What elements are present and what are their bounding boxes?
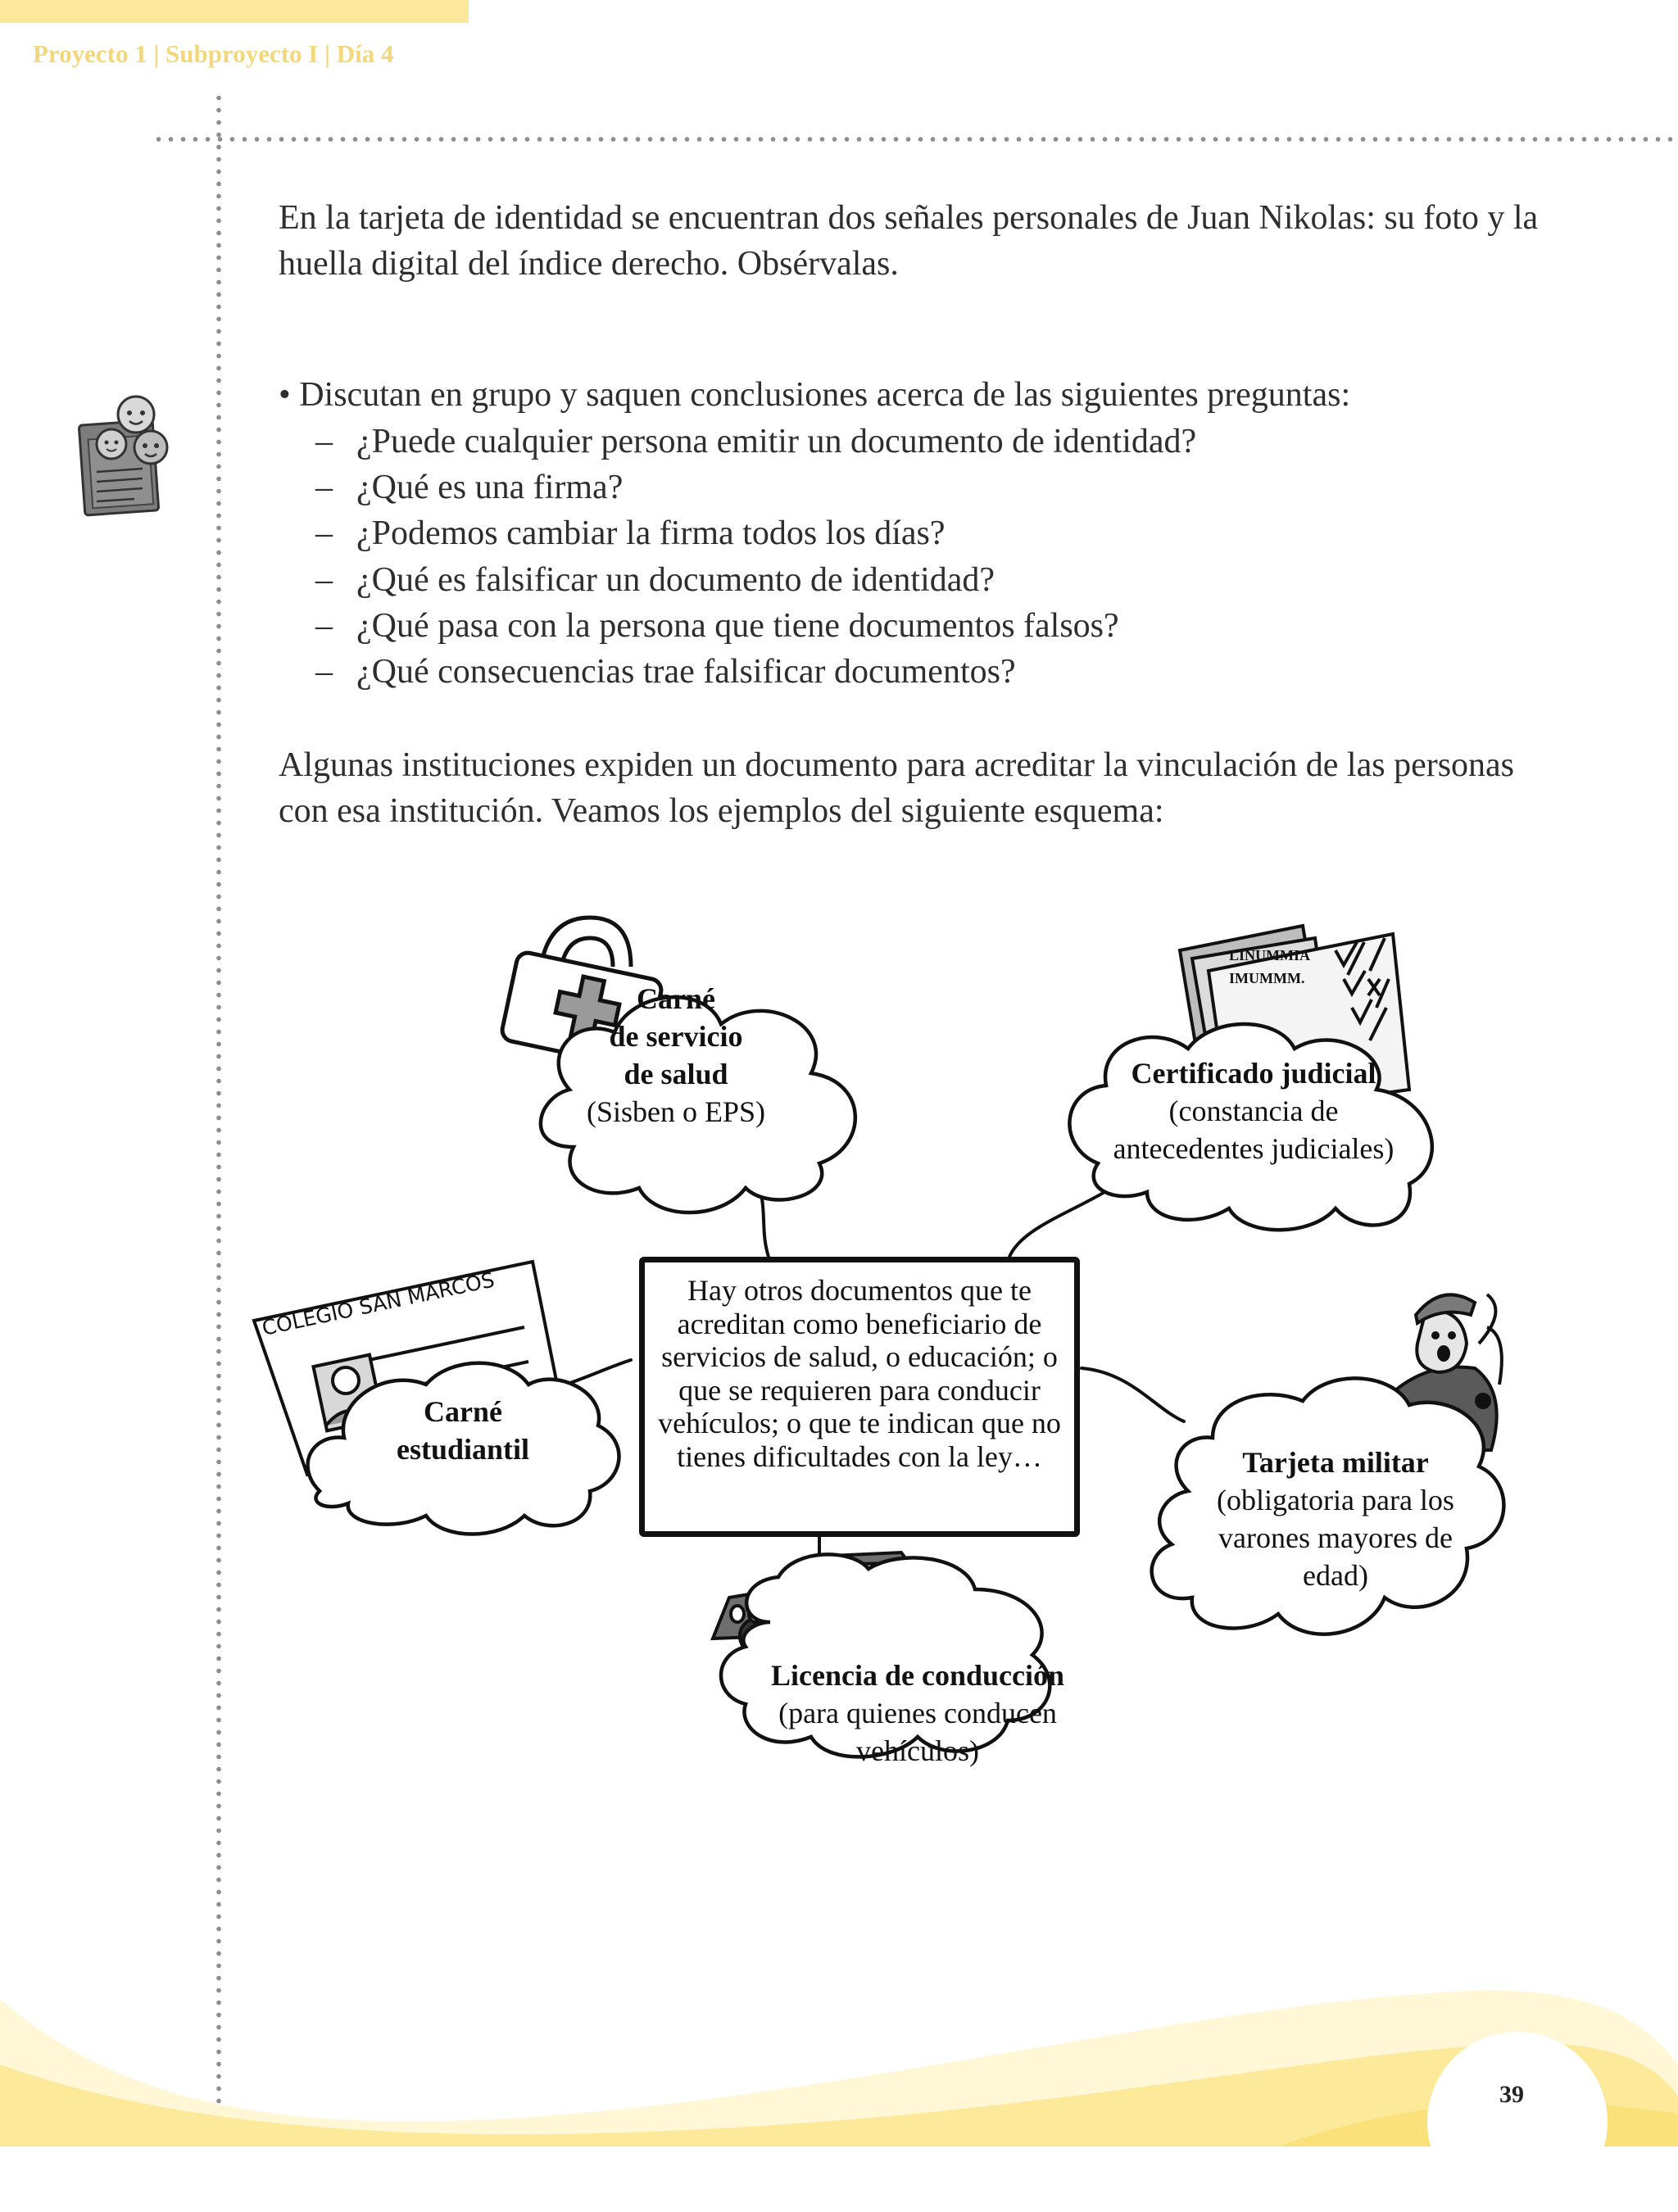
list-item (315, 510, 1196, 556)
documents-diagram (246, 901, 1557, 1802)
estudiantil-label (361, 1393, 565, 1468)
dash-marker: – (315, 653, 333, 691)
list-item (315, 465, 1196, 510)
judicial-title: Certificado judicial (1131, 1057, 1376, 1090)
question-text: ¿Qué es falsificar un documento de identidad? (356, 560, 995, 599)
militar-subtitle-2: varones mayores de (1218, 1521, 1453, 1554)
list-item (315, 603, 1196, 649)
list-item (315, 419, 1196, 465)
list-item (315, 557, 1196, 603)
dash-marker: – (315, 606, 333, 645)
salud-title-1: Carné (637, 982, 715, 1015)
horizontal-dotted-rule (152, 137, 1678, 142)
intro-paragraph: En la tarjeta de identidad se encuentran dos señales personales de Juan Nikolas: su foto y la huella digital del índice derecho. Obsérvalas. (279, 199, 1539, 283)
running-title: Proyecto 1 | Subproyecto I | Día 4 (33, 39, 394, 68)
salud-label (565, 980, 787, 1131)
question-text: ¿Qué consecuencias trae falsificar documentos? (356, 653, 1016, 691)
licencia-subtitle-1: (para quienes conducen (778, 1697, 1057, 1729)
salud-title-2: de servicio (609, 1020, 743, 1053)
judicial-label (1090, 1054, 1417, 1167)
militar-label (1180, 1444, 1491, 1594)
svg-text:IMUMMM.: IMUMMM. (1229, 970, 1305, 986)
judicial-subtitle-1: (constancia de (1168, 1095, 1339, 1127)
central-concept-text: Hay otros documentos que te acreditan como beneficiario de servicios de salud, o educación; o que se requieren para conducir vehículos; o que te indican que no tienes dificultades con la ley… (658, 1274, 1061, 1473)
question-text: ¿Puede cualquier persona emitir un documento de identidad? (356, 423, 1197, 460)
judicial-subtitle-2: antecedentes judiciales) (1113, 1132, 1395, 1165)
militar-subtitle-3: edad) (1303, 1559, 1368, 1592)
estudiantil-title-1: Carné (424, 1395, 502, 1428)
list-item (315, 649, 1196, 695)
page-number: 39 (1499, 2081, 1524, 2108)
dash-marker: – (315, 514, 333, 553)
dash-marker: – (315, 423, 333, 460)
group-work-icon (72, 390, 187, 521)
central-concept-box (639, 1257, 1080, 1537)
licencia-label (754, 1657, 1082, 1770)
institutions-paragraph: Algunas instituciones expiden un documento para acreditar la vinculación de las personas con esa institución. Veamos los ejemplos del siguiente esquema: (279, 746, 1515, 830)
discussion-heading: • Discutan en grupo y saquen conclusiones acerca de las siguientes preguntas: (279, 376, 1351, 414)
student-card-text: COLEGIO SAN MARCOS (260, 1267, 497, 1340)
salud-title-3: de salud (624, 1058, 728, 1090)
salud-subtitle: (Sisben o EPS) (586, 1095, 766, 1128)
dash-marker: – (315, 560, 333, 599)
svg-text:LINUMMIA: LINUMMIA (1229, 947, 1310, 963)
vertical-dotted-rule (216, 92, 221, 2146)
militar-subtitle-1: (obligatoria para los (1217, 1484, 1454, 1516)
page-number-badge (1427, 2032, 1608, 2212)
question-list (315, 419, 1196, 695)
licencia-subtitle-2: vehículos) (856, 1734, 979, 1767)
licencia-title: Licencia de conducción (771, 1659, 1064, 1692)
top-accent-bar (0, 0, 469, 23)
question-text: ¿Qué es una firma? (356, 469, 624, 507)
dash-marker: – (315, 469, 333, 507)
militar-title: Tarjeta militar (1242, 1446, 1429, 1479)
estudiantil-title-2: estudiantil (396, 1433, 530, 1466)
question-text: ¿Podemos cambiar la firma todos los días? (356, 514, 946, 553)
question-text: ¿Qué pasa con la persona que tiene documentos falsos? (356, 606, 1119, 645)
footer-wave (0, 1901, 1678, 2146)
